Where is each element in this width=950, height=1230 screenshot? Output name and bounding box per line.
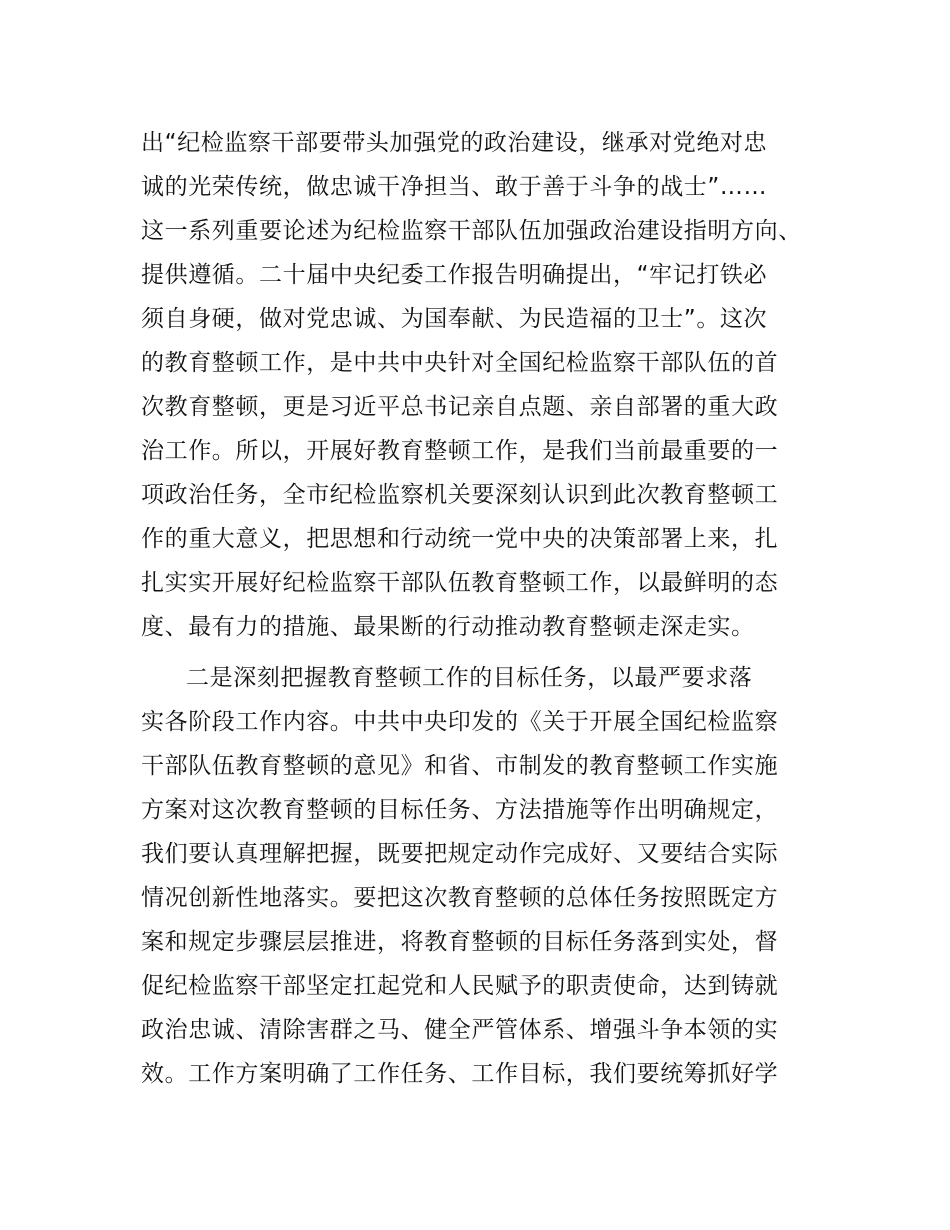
text-line: 情况创新性地落实。要把这次教育整顿的总体任务按照既定方	[141, 885, 779, 911]
text-line: 出“纪检监察干部要带头加强党的政治建设，继承对党绝对忠	[141, 130, 768, 156]
text-line: 促纪检监察干部坚定扛起党和人民赋予的职责使命，达到铸就	[141, 973, 779, 999]
text-line: 治工作。所以，开展好教育整顿工作，是我们当前最重要的一	[141, 438, 779, 464]
text-line: 我们要认真理解把握，既要把规定动作完成好、又要结合实际	[141, 841, 779, 867]
text-line: 提供遵循。二十届中央纪委工作报告明确提出，“牢记打铁必	[141, 262, 768, 288]
text-line: 的教育整顿工作，是中共中央针对全国纪检监察干部队伍的首	[141, 350, 779, 376]
text-line: 这一系列重要论述为纪检监察干部队伍加强政治建设指明方向、	[141, 218, 802, 244]
text-line: 诚的光荣传统，做忠诚干净担当、敢于善于斗争的战士”……	[141, 174, 768, 200]
text-line: 扎实实开展好纪检监察干部队伍教育整顿工作，以最鲜明的态	[141, 570, 779, 596]
text-line-indented: 二是深刻把握教育整顿工作的目标任务，以最严要求落	[186, 665, 753, 691]
text-line: 干部队伍教育整顿的意见》和省、市制发的教育整顿工作实施	[141, 753, 779, 779]
text-line: 实各阶段工作内容。中共中央印发的《关于开展全国纪检监察	[141, 709, 779, 735]
text-line: 度、最有力的措施、最果断的行动推动教育整顿走深走实。	[141, 614, 755, 640]
text-line: 方案对这次教育整顿的目标任务、方法措施等作出明确规定，	[141, 797, 779, 823]
text-line: 次教育整顿，更是习近平总书记亲自点题、亲自部署的重大政	[141, 394, 779, 420]
text-line: 效。工作方案明确了工作任务、工作目标，我们要统筹抓好学	[141, 1061, 779, 1087]
text-line: 政治忠诚、清除害群之马、健全严管体系、增强斗争本领的实	[141, 1017, 779, 1043]
text-line: 案和规定步骤层层推进，将教育整顿的目标任务落到实处，督	[141, 929, 779, 955]
text-line: 项政治任务，全市纪检监察机关要深刻认识到此次教育整顿工	[141, 482, 779, 508]
text-line: 作的重大意义，把思想和行动统一党中央的决策部署上来，扎	[141, 526, 779, 552]
text-line: 须自身硬，做对党忠诚、为国奉献、为民造福的卫士”。这次	[141, 306, 768, 332]
